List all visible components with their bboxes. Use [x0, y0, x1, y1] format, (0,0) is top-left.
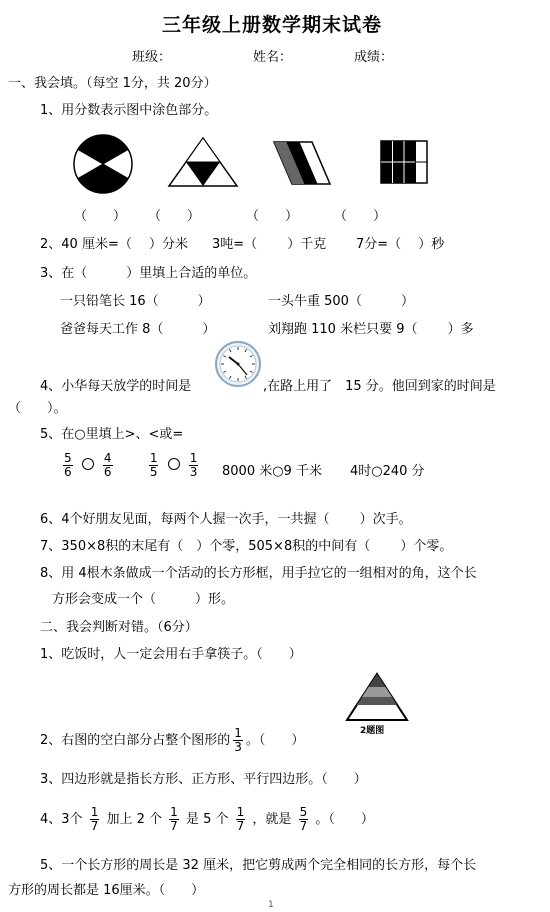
q4-answer-blank[interactable]: （ ）。: [8, 401, 67, 416]
q1-blank-4[interactable]: （ ）: [334, 209, 387, 224]
grid-rectangle-figure: [380, 140, 428, 184]
j4-text: 是 5 个: [185, 812, 229, 827]
section2-heading: 二、我会判断对错。（6分）: [40, 620, 198, 635]
j5-line2: 方形的周长都是 16厘米。（ ）: [8, 883, 205, 898]
q5-part-d: 4时○240 分: [350, 464, 425, 479]
j2-text-post: 。（ ）: [245, 733, 305, 748]
q5-text: 5、在○里填上>、<或=: [40, 427, 184, 442]
fraction: $\frac{1}{3}$: [189, 451, 198, 479]
q1-blank-1[interactable]: （ ）: [74, 209, 127, 224]
score-label: 成绩：: [354, 50, 394, 65]
q2-part-c: 7分=（ ）秒: [356, 237, 445, 252]
q6-text: 6、4个好朋友见面，每两个人握一次手，一共握（ ）次手。: [40, 512, 412, 527]
q5-part-c: 8000 米○9 千米: [222, 464, 322, 479]
q4-text-pre: 4、小华每天放学的时间是: [40, 379, 192, 394]
q1-blank-3[interactable]: （ ）: [246, 209, 299, 224]
figure-caption: 2题图: [360, 726, 385, 736]
q1-blank-2[interactable]: （ ）: [148, 209, 201, 224]
triangle-figure: [167, 136, 239, 188]
fraction: $\frac{1}{7}$: [236, 805, 245, 833]
circle-pie-figure: [72, 133, 134, 195]
j3-text: 3、四边形就是指长方形、正方形、平行四边形。（ ）: [40, 772, 367, 787]
q3-text: 3、在（ ）里填上合适的单位。: [40, 266, 257, 281]
q3-part-d: 刘翔跑 110 米栏只要 9（ ）多: [268, 322, 474, 337]
clock-icon: [214, 340, 262, 388]
j4-text: ，就是: [252, 812, 292, 827]
fraction: $\frac{1}{5}$: [149, 451, 158, 479]
q7-text: 7、350×8积的末尾有（ ）个零，505×8积的中间有（ ）个零。: [40, 539, 453, 554]
class-label: 班级：: [132, 50, 172, 65]
j4-row: [40, 806, 374, 833]
j4-text: 4、3个: [40, 812, 83, 827]
page-title: 三年级上册数学期末试卷: [162, 14, 383, 36]
q3-part-b: 一头牛重 500（ ）: [268, 294, 414, 309]
q3-part-a: 一只铅笔长 16（ ）: [60, 294, 211, 309]
compare-circle[interactable]: [168, 458, 180, 470]
page-number: 1: [268, 900, 274, 910]
fraction: $\frac{5}{7}$: [299, 805, 308, 833]
fraction: $\frac{5}{6}$: [64, 451, 72, 479]
q2-part-b: 3吨=（ ）千克: [212, 237, 327, 252]
j2-row: [40, 727, 304, 754]
q8-line2: 方形会变成一个（ ）形。: [52, 592, 235, 607]
name-label: 姓名：: [253, 50, 293, 65]
j4-text: 。（ ）: [315, 812, 374, 827]
parallelogram-figure: [272, 140, 332, 186]
j5-line1: 5、一个长方形的周长是 32 厘米，把它剪成两个完全相同的长方形，每个长: [40, 858, 477, 873]
fraction: $\frac{1}{7}$: [170, 805, 178, 833]
q4-text-post: ,在路上用了 15 分。他回到家的时间是: [263, 379, 496, 394]
layered-triangle-figure: [345, 672, 409, 724]
compare-circle[interactable]: [82, 458, 94, 470]
q8-line1: 8、用 4根木条做成一个活动的长方形框，用手拉它的一组相对的角，这个长: [40, 566, 477, 581]
fraction: $\frac{1}{7}$: [90, 805, 99, 833]
q2-part-a: 2、40 厘米=（ ）分米: [40, 237, 188, 252]
j2-text-pre: 2、右图的空白部分占整个图形的: [40, 733, 231, 748]
q3-part-c: 爸爸每天工作 8（ ）: [60, 322, 216, 337]
fraction: $\frac{1}{3}$: [234, 726, 242, 754]
section1-heading: 一、我会填。（每空 1分，共 20分）: [8, 76, 217, 91]
q5-row: [60, 452, 201, 479]
q1-text: 1、用分数表示图中涂色部分。: [40, 103, 218, 118]
j1-text: 1、吃饭时，人一定会用右手拿筷子。（ ）: [40, 647, 302, 662]
fraction: $\frac{4}{6}$: [103, 451, 112, 479]
j4-text: 加上 2 个: [106, 812, 163, 827]
